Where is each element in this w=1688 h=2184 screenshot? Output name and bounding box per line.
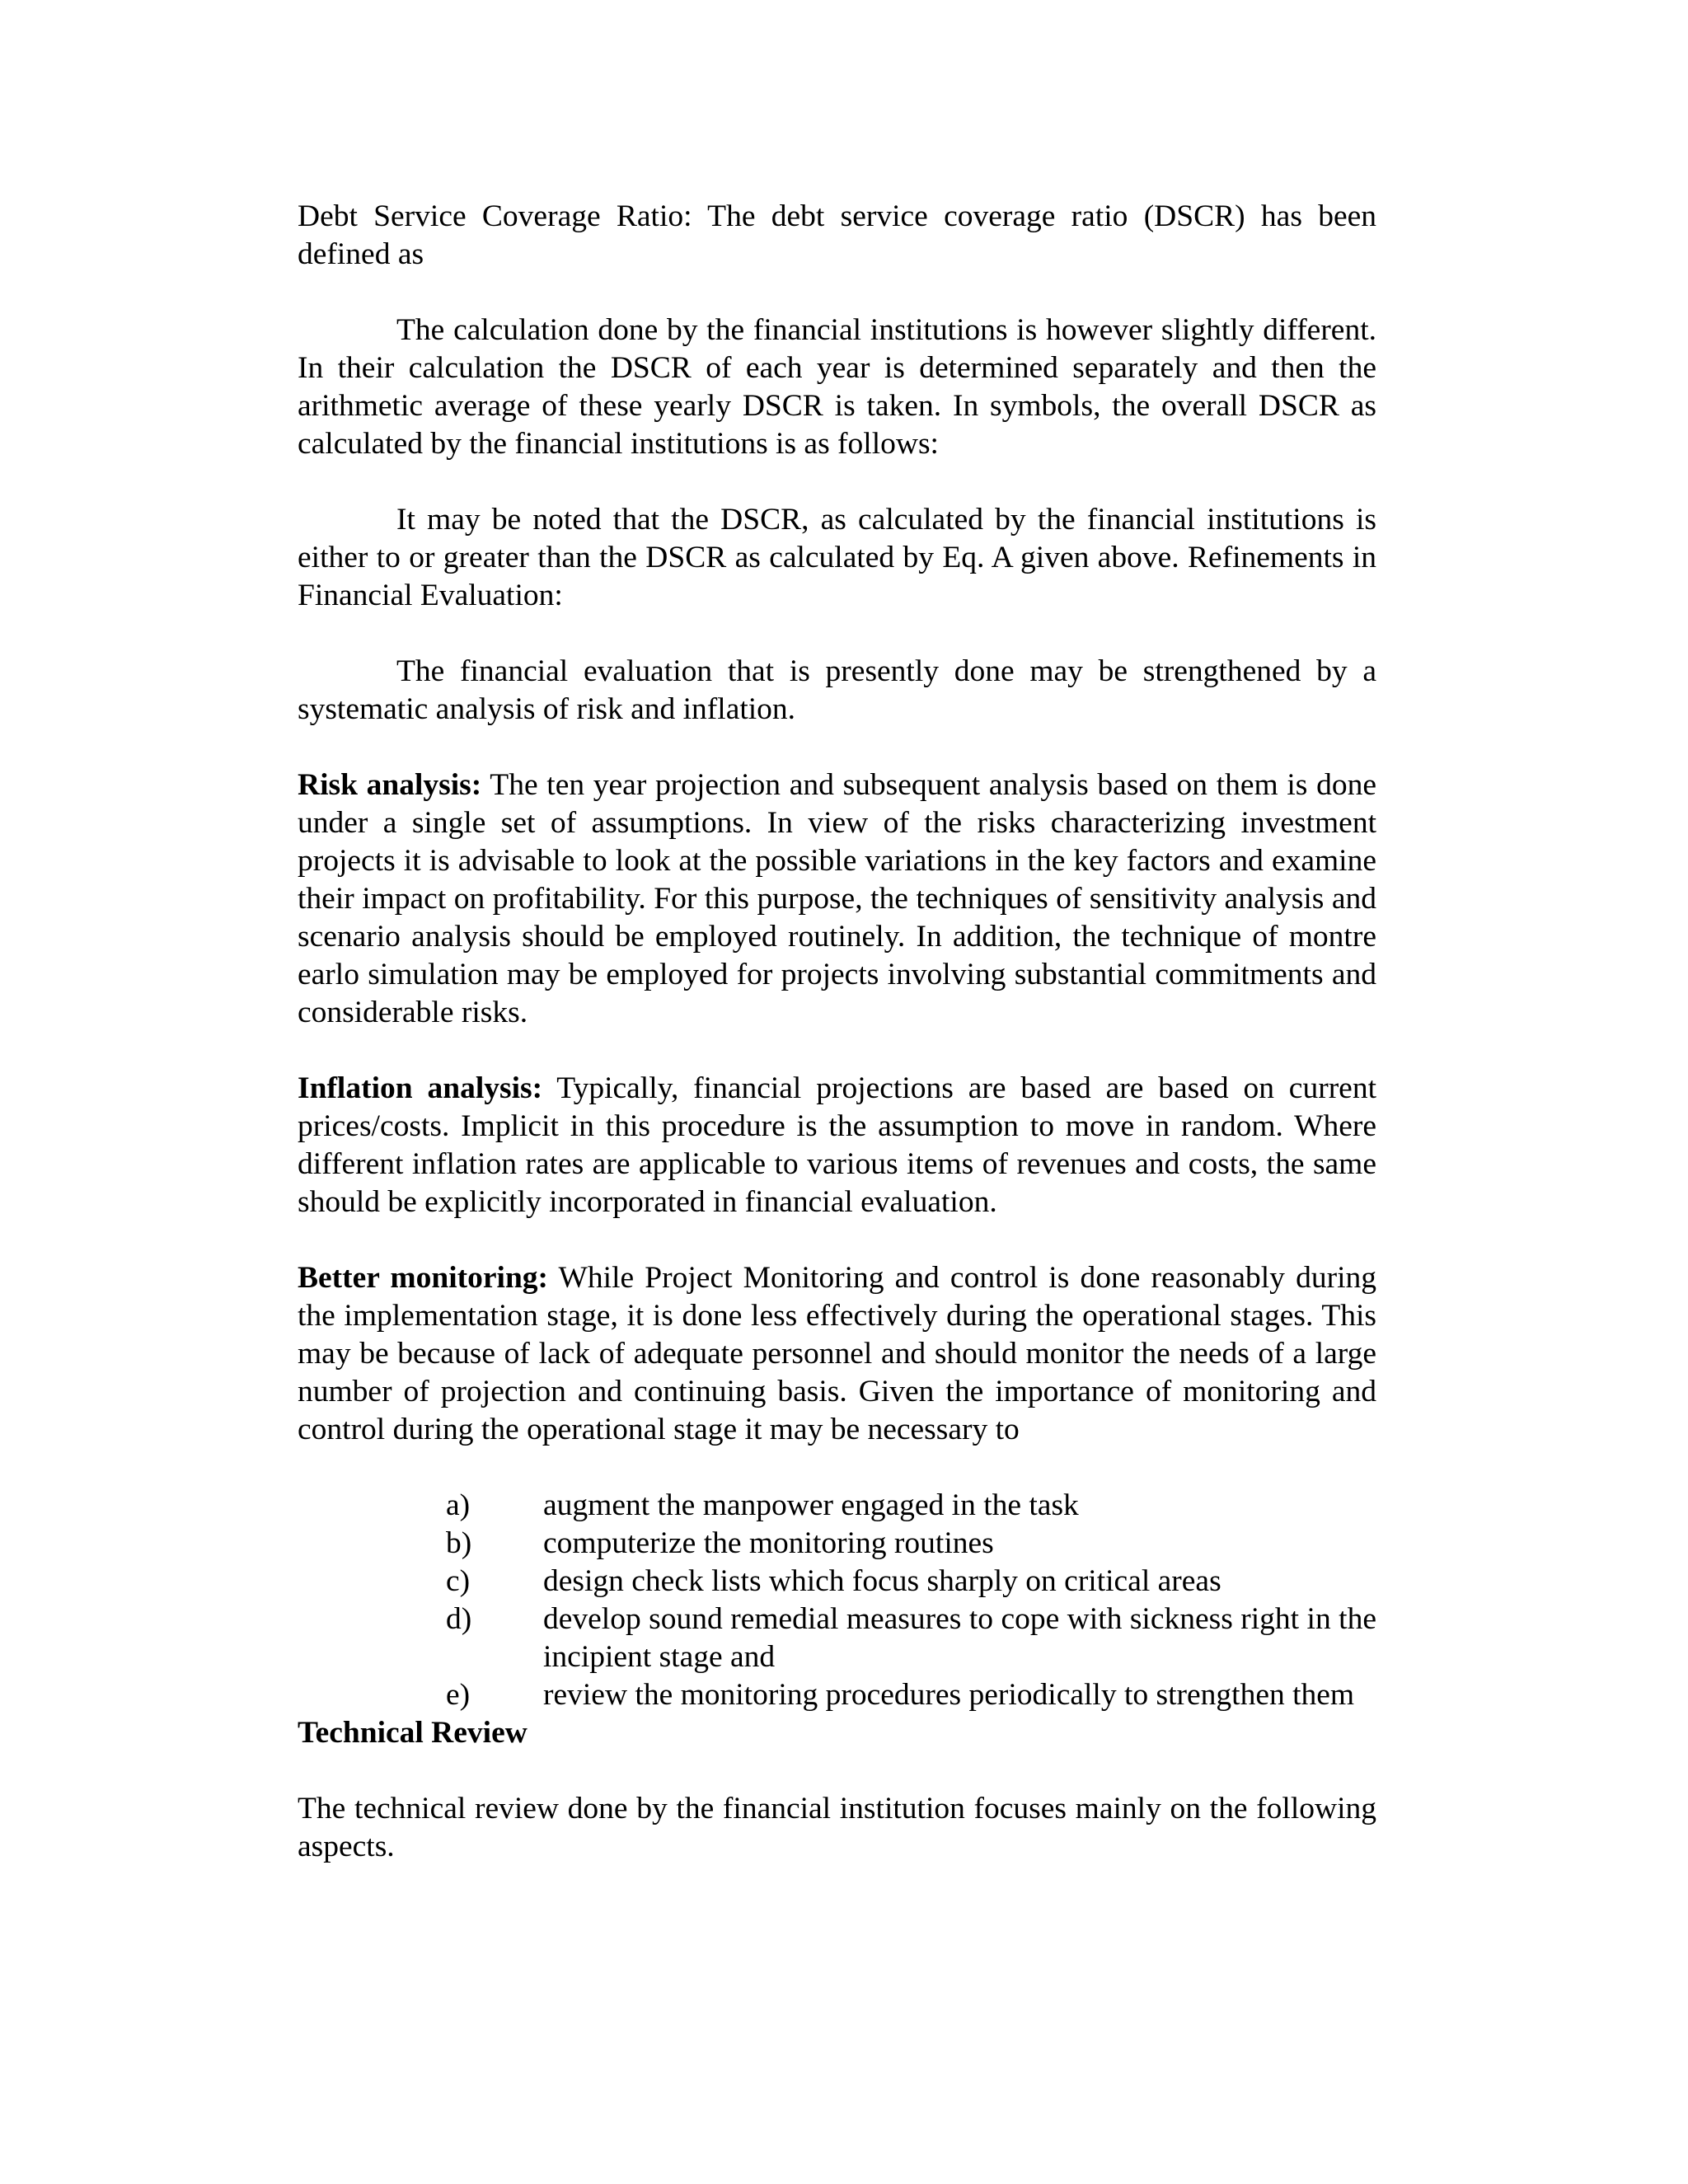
list-marker: e)	[446, 1678, 471, 1712]
risk-analysis-heading: Risk analysis:	[298, 768, 482, 802]
list-item-text: design check lists which focus sharply on critical areas	[543, 1564, 1221, 1598]
list-item-text: review the monitoring procedures periodically to strengthen them	[543, 1678, 1355, 1712]
dscr-intro-paragraph: Debt Service Coverage Ratio: The debt service coverage ratio (DSCR) has been defined as	[298, 199, 1376, 271]
calculation-paragraph: The calculation done by the financial institutions is however slightly different. In their calculation the DSCR of each year is determined separately and then the arithmetic average of these yearly DSCR is taken. In symbols, the overall DSCR as calculated by the financial institutions is as follows:	[298, 313, 1376, 461]
inflation-analysis-heading: Inflation analysis:	[298, 1071, 543, 1105]
list-item	[298, 1487, 1376, 1525]
list-item-text: develop sound remedial measures to cope with sickness right in the incipient stage and	[543, 1602, 1376, 1674]
evaluation-paragraph: The financial evaluation that is presently done may be strengthened by a systematic analysis of risk and inflation.	[298, 654, 1376, 726]
list-marker: c)	[446, 1564, 471, 1598]
inflation-analysis-text: Typically, financial projections are based are based on current prices/costs. Implicit in this procedure is the assumption to move in random. Where different inflation rates are applicable to various items of revenues and costs, the same should be explicitly incorporated in financial evaluation.	[298, 1071, 1376, 1219]
technical-review-heading: Technical Review	[298, 1716, 528, 1750]
list-item-text: augment the manpower engaged in the task	[543, 1488, 1079, 1522]
document-page	[298, 198, 1376, 1866]
better-monitoring-heading: Better monitoring:	[298, 1261, 549, 1295]
list-marker: a)	[446, 1488, 471, 1522]
monitoring-measures-list	[298, 1487, 1376, 1714]
risk-analysis-text: The ten year projection and subsequent analysis based on them is done under a single set of assumptions. In view of the risks characterizing investment projects it is advisable to look at the possible variations in the key factors and examine their impact on profitability. For this purpose, the techniques of sensitivity analysis and scenario analysis should be employed routinely. In addition, the technique of montre earlo simulation may be employed for projects involving substantial commitments and considerable risks.	[298, 768, 1376, 1029]
list-item	[298, 1525, 1376, 1563]
technical-review-paragraph: The technical review done by the financial institution focuses mainly on the following aspects.	[298, 1792, 1376, 1863]
inflation-analysis-paragraph	[298, 1070, 1376, 1221]
list-marker: b)	[446, 1526, 472, 1560]
risk-analysis-paragraph	[298, 766, 1376, 1032]
list-marker: d)	[446, 1602, 472, 1636]
better-monitoring-paragraph	[298, 1259, 1376, 1449]
list-item	[298, 1601, 1376, 1676]
list-item	[298, 1676, 1376, 1714]
list-item-text: computerize the monitoring routines	[543, 1526, 994, 1560]
better-monitoring-text: While Project Monitoring and control is done reasonably during the implementation stage, it is done less effectively during the operational stages. This may be because of lack of adequate personnel and should monitor the needs of a large number of projection and continuing basis. Given the importance of monitoring and control during the operational stage it may be necessary to	[298, 1261, 1376, 1446]
noted-paragraph: It may be noted that the DSCR, as calculated by the financial institutions is either to or greater than the DSCR as calculated by Eq. A given above. Refinements in Financial Evaluation:	[298, 503, 1376, 612]
list-item	[298, 1563, 1376, 1601]
